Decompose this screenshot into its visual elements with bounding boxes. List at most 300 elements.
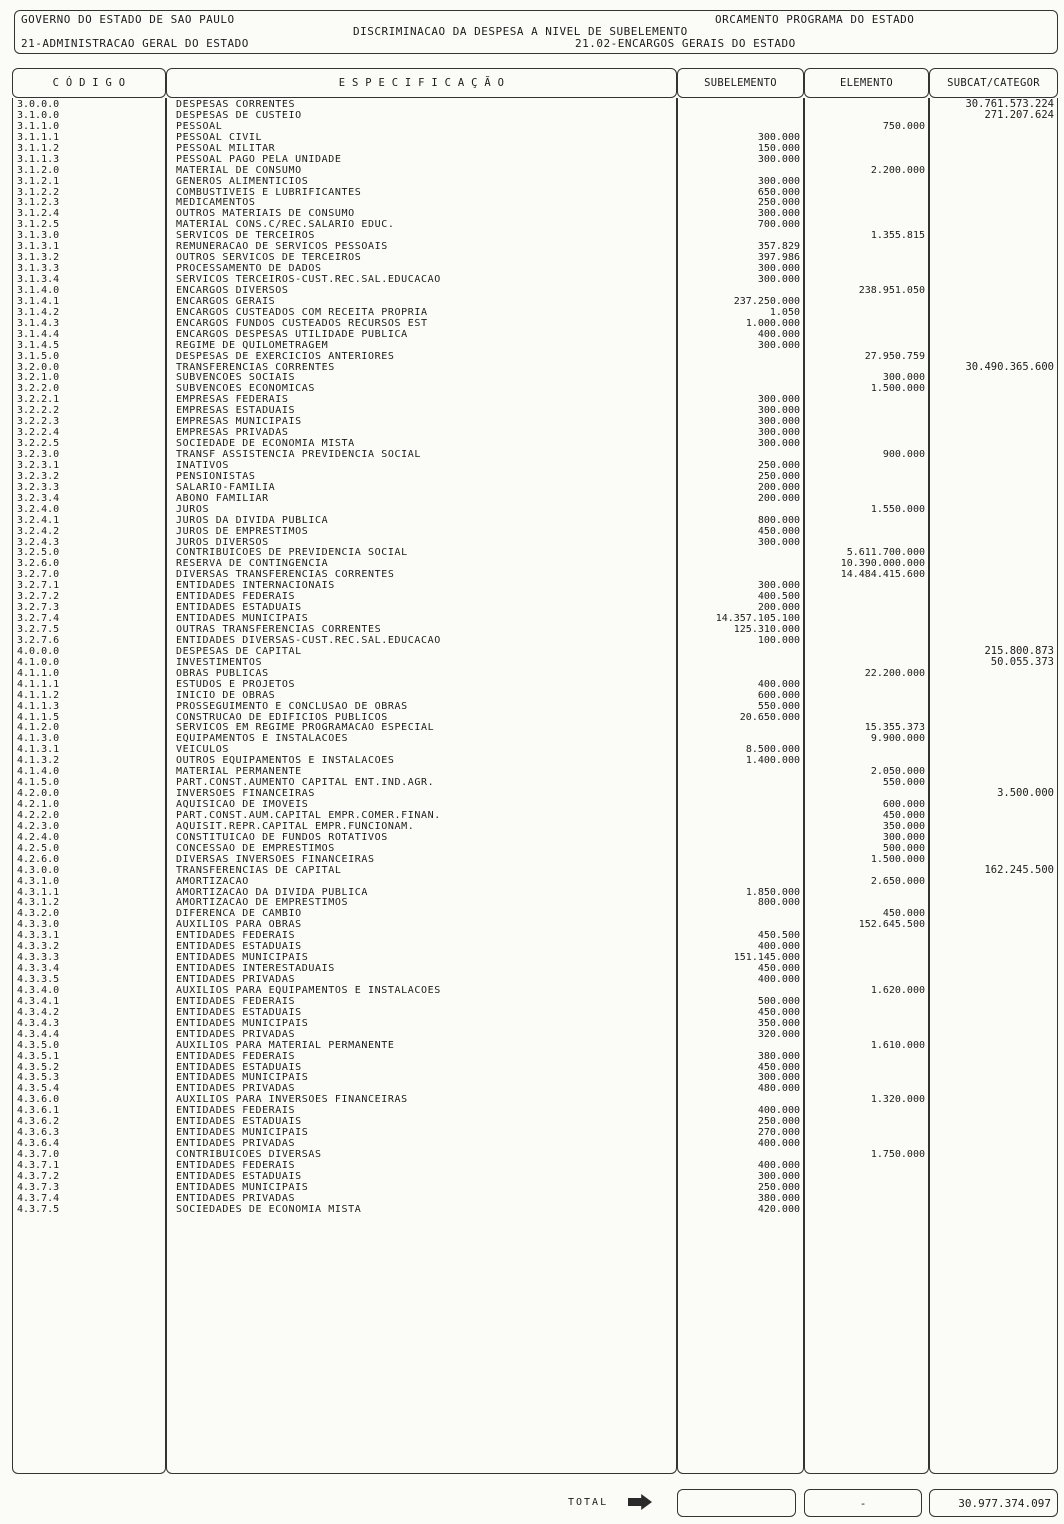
table-row	[0, 777, 1064, 788]
row-code: 3.1.1.2	[17, 142, 60, 154]
row-subelemento: 300.000	[757, 208, 800, 220]
table-row	[0, 372, 1064, 383]
table-row	[0, 580, 1064, 591]
row-specification: SERVICOS DE TERCEIROS	[176, 230, 316, 242]
row-code: 4.1.1.5	[17, 711, 60, 723]
table-row	[0, 154, 1064, 165]
row-specification: AMORTIZACAO DA DIVIDA PUBLICA	[176, 886, 368, 898]
row-elemento: 600.000	[882, 799, 925, 810]
row-specification: MATERIAL CONS.C/REC.SALARIO EDUC.	[176, 219, 395, 231]
row-specification: ENTIDADES MUNICIPAIS	[176, 1072, 309, 1084]
row-subelemento: 450.000	[757, 963, 800, 975]
row-subelemento: 300.000	[757, 263, 800, 275]
row-specification: DIVERSAS INVERSOES FINANCEIRAS	[176, 853, 375, 865]
row-subelemento: 450.000	[757, 1061, 800, 1073]
row-code: 4.3.0.0	[17, 864, 60, 876]
table-row	[0, 1040, 1064, 1051]
row-subelemento: 250.000	[757, 459, 800, 471]
row-subelemento: 250.000	[757, 1181, 800, 1193]
row-code: 4.1.3.2	[17, 755, 60, 767]
row-code: 3.1.5.0	[17, 350, 60, 362]
row-specification: SUBVENCOES SOCIAIS	[176, 372, 296, 384]
header-government: GOVERNO DO ESTADO DE SAO PAULO	[21, 13, 235, 26]
row-code: 4.2.6.0	[17, 853, 60, 865]
row-subelemento: 1.000.000	[745, 317, 800, 329]
row-specification: ENTIDADES ESTADUAIS	[176, 1170, 302, 1182]
row-code: 4.2.1.0	[17, 799, 60, 810]
table-row	[0, 635, 1064, 646]
row-subelemento: 300.000	[757, 427, 800, 439]
row-subelemento: 400.000	[757, 678, 800, 690]
table-row	[0, 558, 1064, 569]
row-specification: DESPESAS DE CUSTEIO	[176, 109, 302, 121]
header-program: ORCAMENTO PROGRAMA DO ESTADO	[715, 13, 915, 26]
table-row	[0, 854, 1064, 865]
row-subcategoria: 3.500.000	[997, 787, 1054, 800]
row-specification: ENTIDADES MUNICIPAIS	[176, 952, 309, 964]
row-code: 3.1.1.3	[17, 153, 60, 165]
header-organ: 21-ADMINISTRACAO GERAL DO ESTADO	[21, 37, 249, 50]
row-subelemento: 250.000	[757, 1116, 800, 1128]
row-elemento: 152.645.500	[858, 919, 925, 931]
row-code: 4.1.1.3	[17, 700, 60, 712]
table-row	[0, 143, 1064, 154]
table-row	[0, 515, 1064, 526]
row-specification: ENTIDADES FEDERAIS	[176, 930, 296, 942]
row-code: 4.3.3.1	[17, 930, 60, 942]
table-row	[0, 438, 1064, 449]
table-row	[0, 569, 1064, 580]
table-row	[0, 1182, 1064, 1193]
table-row	[0, 1007, 1064, 1018]
row-elemento: 2.200.000	[870, 164, 925, 176]
table-row	[0, 865, 1064, 876]
row-code: 4.1.0.0	[17, 656, 60, 668]
row-specification: SUBVENCOES ECONOMICAS	[176, 383, 316, 395]
row-elemento: 22.200.000	[864, 667, 925, 679]
row-subelemento: 14.357.105.100	[715, 613, 800, 625]
row-specification: CONCESSAO DE EMPRESTIMOS	[176, 842, 335, 854]
row-specification: EMPRESAS MUNICIPAIS	[176, 416, 302, 428]
row-specification: PENSIONISTAS	[176, 470, 256, 482]
row-elemento: 750.000	[882, 120, 925, 132]
row-specification: ENCARGOS DIVERSOS	[176, 284, 289, 296]
row-code: 3.2.2.2	[17, 405, 60, 417]
table-row	[0, 876, 1064, 887]
table-row	[0, 624, 1064, 635]
row-specification: ENTIDADES MUNICIPAIS	[176, 613, 309, 625]
row-subelemento: 400.000	[757, 941, 800, 953]
row-code: 3.1.3.1	[17, 241, 60, 253]
row-specification: ABONO FAMILIAR	[176, 492, 269, 504]
row-code: 4.3.1.0	[17, 875, 60, 887]
row-elemento: 1.750.000	[870, 1149, 925, 1160]
row-subelemento: 200.000	[757, 492, 800, 504]
row-specification: SOCIEDADE DE ECONOMIA MISTA	[176, 438, 355, 450]
row-code: 4.3.4.4	[17, 1028, 60, 1040]
row-specification: EQUIPAMENTOS E INSTALACOES	[176, 733, 349, 745]
row-specification: DESPESAS DE EXERCICIOS ANTERIORES	[176, 350, 395, 362]
row-specification: PESSOAL PAGO PELA UNIDADE	[176, 153, 342, 165]
total-elemento: -	[804, 1489, 922, 1517]
row-code: 3.1.3.3	[17, 263, 60, 275]
row-specification: OUTROS MATERIAIS DE CONSUMO	[176, 208, 355, 220]
row-code: 3.2.7.4	[17, 613, 60, 625]
row-specification: PROCESSAMENTO DE DADOS	[176, 263, 322, 275]
row-specification: ENTIDADES ESTADUAIS	[176, 1116, 302, 1128]
row-specification: TRANSFERENCIAS DE CAPITAL	[176, 864, 342, 876]
row-code: 3.1.1.1	[17, 131, 60, 143]
table-row	[0, 657, 1064, 668]
row-specification: AQUISICAO DE IMOVEIS	[176, 799, 309, 810]
row-subelemento: 400.000	[757, 1138, 800, 1150]
table-row	[0, 416, 1064, 427]
row-code: 3.0.0.0	[17, 99, 60, 110]
row-specification: INVERSOES FINANCEIRAS	[176, 788, 316, 800]
row-elemento: 238.951.050	[858, 284, 925, 296]
row-code: 4.2.2.0	[17, 809, 60, 821]
table-row	[0, 547, 1064, 558]
table-row	[0, 165, 1064, 176]
table-row	[0, 1138, 1064, 1149]
row-specification: INVESTIMENTOS	[176, 656, 263, 668]
row-subelemento: 400.000	[757, 974, 800, 985]
row-subelemento: 400.500	[757, 591, 800, 603]
row-specification: TRANSF ASSISTENCIA PREVIDENCIA SOCIAL	[176, 449, 421, 460]
table-row	[0, 537, 1064, 548]
row-subelemento: 300.000	[757, 580, 800, 592]
row-code: 4.3.5.1	[17, 1050, 60, 1062]
row-elemento: 1.500.000	[870, 383, 925, 395]
row-code: 3.2.4.3	[17, 536, 60, 548]
table-row	[0, 930, 1064, 941]
expense-table	[0, 99, 1064, 1215]
row-elemento: 550.000	[882, 777, 925, 789]
table-row	[0, 1029, 1064, 1040]
table-row	[0, 1127, 1064, 1138]
table-row	[0, 755, 1064, 766]
row-specification: ENTIDADES FEDERAIS	[176, 1105, 296, 1117]
row-code: 3.1.2.0	[17, 164, 60, 176]
row-code: 3.2.7.1	[17, 580, 60, 592]
row-elemento: 450.000	[882, 908, 925, 920]
table-row	[0, 602, 1064, 613]
row-specification: AUXILIOS PARA EQUIPAMENTOS E INSTALACOES	[176, 984, 441, 996]
total-label: TOTAL	[568, 1497, 609, 1508]
table-row	[0, 449, 1064, 460]
table-row	[0, 1193, 1064, 1204]
table-row	[0, 646, 1064, 657]
table-row	[0, 471, 1064, 482]
row-code: 3.2.2.3	[17, 416, 60, 428]
total-subelemento	[677, 1489, 796, 1517]
table-row	[0, 1094, 1064, 1105]
table-row	[0, 1062, 1064, 1073]
row-specification: ENTIDADES INTERESTADUAIS	[176, 963, 335, 975]
row-code: 3.1.3.4	[17, 274, 60, 285]
row-elemento: 500.000	[882, 842, 925, 854]
table-row	[0, 1018, 1064, 1029]
table-row	[0, 941, 1064, 952]
row-code: 4.3.5.2	[17, 1061, 60, 1073]
row-specification: INATIVOS	[176, 459, 229, 471]
row-specification: AMORTIZACAO DE EMPRESTIMOS	[176, 897, 349, 909]
row-code: 4.3.6.0	[17, 1094, 60, 1106]
row-elemento: 2.050.000	[870, 766, 925, 778]
row-subelemento: 397.986	[757, 252, 800, 264]
row-specification: SERVICOS EM REGIME PROGRAMACAO ESPECIAL	[176, 722, 435, 734]
row-code: 4.3.3.3	[17, 952, 60, 964]
row-specification: ENTIDADES ESTADUAIS	[176, 1006, 302, 1018]
table-row	[0, 110, 1064, 121]
row-code: 4.3.4.0	[17, 984, 60, 996]
row-specification: ENCARGOS GERAIS	[176, 295, 276, 307]
row-specification: JUROS DIVERSOS	[176, 536, 269, 548]
row-specification: AUXILIOS PARA INVERSOES FINANCEIRAS	[176, 1094, 408, 1106]
row-code: 3.2.3.1	[17, 459, 60, 471]
row-code: 3.2.2.4	[17, 427, 60, 439]
row-specification: AQUISIT.REPR.CAPITAL EMPR.FUNCIONAM.	[176, 820, 415, 832]
row-code: 4.3.7.1	[17, 1159, 60, 1171]
table-row	[0, 493, 1064, 504]
row-specification: ENCARGOS FUNDOS CUSTEADOS RECURSOS EST	[176, 317, 428, 329]
row-elemento: 350.000	[882, 820, 925, 832]
row-specification: SOCIEDADES DE ECONOMIA MISTA	[176, 1203, 362, 1215]
row-subelemento: 380.000	[757, 1050, 800, 1062]
row-elemento: 10.390.000.000	[840, 558, 925, 570]
row-subelemento: 600.000	[757, 689, 800, 701]
row-specification: PART.CONST.AUM.CAPITAL EMPR.COMER.FINAN.	[176, 809, 441, 821]
row-specification: ENTIDADES MUNICIPAIS	[176, 1127, 309, 1139]
row-specification: ENTIDADES ESTADUAIS	[176, 941, 302, 953]
row-code: 3.1.3.2	[17, 252, 60, 264]
row-code: 3.1.4.1	[17, 295, 60, 307]
table-row	[0, 832, 1064, 843]
table-row	[0, 252, 1064, 263]
table-row	[0, 230, 1064, 241]
row-specification: DIVERSAS TRANSFERENCIAS CORRENTES	[176, 569, 395, 581]
table-row	[0, 1116, 1064, 1127]
row-subelemento: 300.000	[757, 175, 800, 187]
table-row	[0, 1083, 1064, 1094]
row-specification: SERVICOS TERCEIROS-CUST.REC.SAL.EDUCACAO	[176, 274, 441, 285]
row-code: 4.3.3.5	[17, 974, 60, 985]
table-row	[0, 887, 1064, 898]
row-subcategoria: 30.761.573.224	[965, 98, 1054, 110]
row-specification: EMPRESAS PRIVADAS	[176, 427, 289, 439]
row-code: 3.1.2.1	[17, 175, 60, 187]
row-subelemento: 550.000	[757, 700, 800, 712]
row-specification: ENTIDADES MUNICIPAIS	[176, 1017, 309, 1029]
row-elemento: 900.000	[882, 449, 925, 460]
row-code: 3.1.4.3	[17, 317, 60, 329]
row-specification: ENCARGOS CUSTEADOS COM RECEITA PROPRIA	[176, 306, 428, 318]
table-row	[0, 613, 1064, 624]
row-code: 3.2.6.0	[17, 558, 60, 570]
row-specification: REMUNERACAO DE SERVICOS PESSOAIS	[176, 241, 388, 253]
row-code: 3.2.2.5	[17, 438, 60, 450]
header-title: DISCRIMINACAO DA DESPESA A NIVEL DE SUBELEMENTO	[353, 25, 688, 38]
row-code: 3.2.4.0	[17, 503, 60, 515]
row-specification: ENTIDADES ESTADUAIS	[176, 1061, 302, 1073]
column-header-subelemento: SUBELEMENTO	[677, 68, 804, 98]
row-code: 3.1.2.3	[17, 197, 60, 209]
row-specification: JUROS DA DIVIDA PUBLICA	[176, 514, 329, 526]
row-subelemento: 100.000	[757, 634, 800, 646]
row-subelemento: 400.000	[757, 1159, 800, 1171]
table-row	[0, 733, 1064, 744]
column-header-codigo: C Ó D I G O	[12, 68, 166, 98]
row-code: 3.2.0.0	[17, 361, 60, 373]
row-code: 4.3.6.3	[17, 1127, 60, 1139]
column-header-subcat: SUBCAT/CATEGOR	[929, 68, 1058, 98]
table-row	[0, 219, 1064, 230]
row-code: 4.3.3.0	[17, 919, 60, 931]
row-elemento: 27.950.759	[864, 350, 925, 362]
row-elemento: 1.500.000	[870, 853, 925, 865]
table-row	[0, 132, 1064, 143]
row-specification: JUROS	[176, 503, 210, 515]
row-subelemento: 650.000	[757, 186, 800, 198]
table-row	[0, 405, 1064, 416]
row-specification: OBRAS PUBLICAS	[176, 667, 269, 679]
row-code: 3.1.2.4	[17, 208, 60, 220]
row-subcategoria: 271.207.624	[984, 108, 1054, 121]
row-specification: ESTUDOS E PROJETOS	[176, 678, 296, 690]
table-row	[0, 974, 1064, 985]
row-code: 4.3.7.5	[17, 1203, 60, 1215]
row-code: 3.1.4.2	[17, 306, 60, 318]
row-elemento: 450.000	[882, 809, 925, 821]
row-specification: PROSSEGUIMENTO E CONCLUSAO DE OBRAS	[176, 700, 408, 712]
row-elemento: 14.484.415.600	[840, 569, 925, 581]
row-subelemento: 150.000	[757, 142, 800, 154]
row-subcategoria: 215.800.873	[984, 644, 1054, 657]
table-row	[0, 788, 1064, 799]
row-specification: TRANSFERENCIAS CORRENTES	[176, 361, 335, 373]
row-specification: CONSTRUCAO DE EDIFICIOS PUBLICOS	[176, 711, 388, 723]
row-subelemento: 151.145.000	[733, 952, 800, 964]
row-subelemento: 300.000	[757, 274, 800, 285]
row-specification: MATERIAL DE CONSUMO	[176, 164, 302, 176]
row-code: 4.2.5.0	[17, 842, 60, 854]
row-subelemento: 700.000	[757, 219, 800, 231]
row-code: 3.2.2.0	[17, 383, 60, 395]
row-subelemento: 357.829	[757, 241, 800, 253]
row-specification: ENTIDADES ESTADUAIS	[176, 602, 302, 614]
row-elemento: 1.620.000	[870, 984, 925, 996]
table-row	[0, 329, 1064, 340]
row-subelemento: 300.000	[757, 1072, 800, 1084]
row-code: 3.1.4.4	[17, 328, 60, 340]
row-elemento: 1.610.000	[870, 1039, 925, 1051]
row-code: 4.0.0.0	[17, 645, 60, 657]
table-row	[0, 383, 1064, 394]
row-code: 3.1.4.0	[17, 284, 60, 296]
row-subcategoria: 162.245.500	[984, 863, 1054, 876]
row-subelemento: 1.850.000	[745, 886, 800, 898]
row-specification: ENTIDADES FEDERAIS	[176, 591, 296, 603]
row-code: 3.2.7.5	[17, 624, 60, 635]
table-row	[0, 394, 1064, 405]
row-specification: ENTIDADES FEDERAIS	[176, 1159, 296, 1171]
table-row	[0, 187, 1064, 198]
table-row	[0, 307, 1064, 318]
table-row	[0, 121, 1064, 132]
row-code: 4.3.7.2	[17, 1170, 60, 1182]
row-specification: DESPESAS CORRENTES	[176, 99, 296, 110]
row-code: 4.3.7.0	[17, 1149, 60, 1160]
table-row	[0, 482, 1064, 493]
row-specification: AUXILIOS PARA MATERIAL PERMANENTE	[176, 1039, 395, 1051]
table-row	[0, 996, 1064, 1007]
row-code: 4.3.6.2	[17, 1116, 60, 1128]
row-code: 3.2.3.2	[17, 470, 60, 482]
row-specification: JUROS DE EMPRESTIMOS	[176, 525, 309, 537]
row-specification: EMPRESAS FEDERAIS	[176, 394, 289, 406]
row-code: 3.1.2.2	[17, 186, 60, 198]
table-row	[0, 668, 1064, 679]
row-elemento: 300.000	[882, 831, 925, 843]
table-row	[0, 952, 1064, 963]
row-specification: ENCARGOS DESPESAS UTILIDADE PUBLICA	[176, 328, 408, 340]
row-subelemento: 400.000	[757, 1105, 800, 1117]
row-specification: OUTROS EQUIPAMENTOS E INSTALACOES	[176, 755, 395, 767]
row-specification: ENTIDADES FEDERAIS	[176, 1050, 296, 1062]
table-row	[0, 799, 1064, 810]
table-row	[0, 843, 1064, 854]
table-row	[0, 1149, 1064, 1160]
table-row	[0, 274, 1064, 285]
row-specification: RESERVA DE CONTINGENCIA	[176, 558, 329, 570]
column-header-especificacao: E S P E C I F I C A Ç Ã O	[166, 68, 677, 98]
row-subelemento: 1.400.000	[745, 755, 800, 767]
row-subelemento: 250.000	[757, 470, 800, 482]
table-row	[0, 208, 1064, 219]
row-code: 4.1.1.1	[17, 678, 60, 690]
table-row	[0, 1072, 1064, 1083]
row-code: 4.1.3.1	[17, 744, 60, 756]
table-row	[0, 908, 1064, 919]
row-code: 4.2.4.0	[17, 831, 60, 843]
table-row	[0, 821, 1064, 832]
row-code: 4.3.1.1	[17, 886, 60, 898]
row-code: 4.1.1.0	[17, 667, 60, 679]
row-subelemento: 480.000	[757, 1083, 800, 1095]
row-specification: OUTROS SERVICOS DE TERCEIROS	[176, 252, 362, 264]
row-subelemento: 270.000	[757, 1127, 800, 1139]
row-elemento: 15.355.373	[864, 722, 925, 734]
table-row	[0, 897, 1064, 908]
row-subcategoria: 30.490.365.600	[965, 360, 1054, 373]
table-row	[0, 197, 1064, 208]
row-code: 3.1.0.0	[17, 109, 60, 121]
table-row	[0, 1051, 1064, 1062]
row-specification: MEDICAMENTOS	[176, 197, 256, 209]
row-subelemento: 300.000	[757, 1170, 800, 1182]
document-header	[14, 10, 1058, 54]
row-code: 4.3.5.0	[17, 1039, 60, 1051]
table-row	[0, 722, 1064, 733]
row-code: 4.3.6.4	[17, 1138, 60, 1150]
row-code: 4.3.4.2	[17, 1006, 60, 1018]
row-specification: ENTIDADES PRIVADAS	[176, 1083, 296, 1095]
row-specification: EMPRESAS ESTADUAIS	[176, 405, 296, 417]
row-code: 4.3.4.3	[17, 1017, 60, 1029]
table-row	[0, 263, 1064, 274]
table-row	[0, 919, 1064, 930]
row-specification: REGIME DE QUILOMETRAGEM	[176, 339, 329, 351]
